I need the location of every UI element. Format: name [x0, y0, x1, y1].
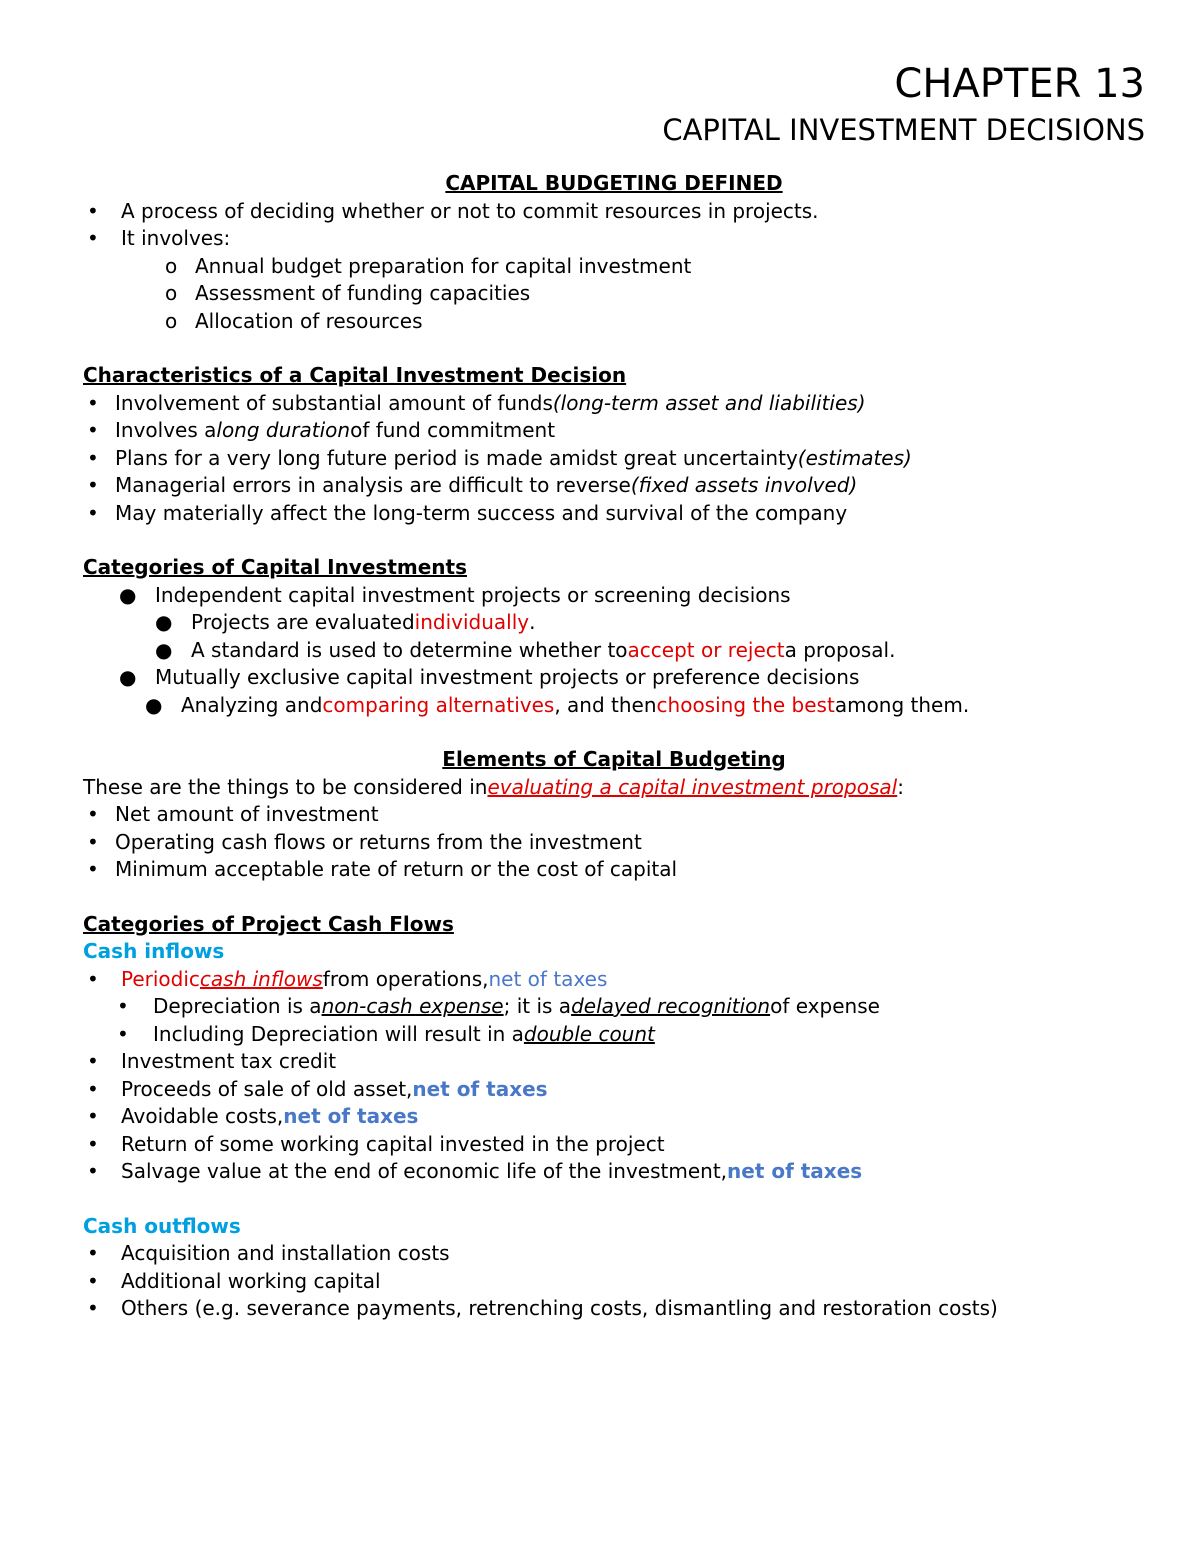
list-item: • A process of deciding whether or not to commit resources in projects. — [83, 198, 1145, 226]
circle-bullet-icon: o — [165, 308, 178, 333]
sub-list-item: ● Projects are evaluated individually . — [83, 609, 1145, 637]
list-item: • Others (e.g. severance payments, retrenching costs, dismantling and restoration costs) — [83, 1295, 1145, 1323]
bullet-icon: • — [87, 473, 99, 497]
section-heading-defined: CAPITAL BUDGETING DEFINED — [445, 171, 783, 195]
sub-list-item: o Annual budget preparation for capital investment — [83, 253, 1145, 281]
list-item: • Salvage value at the end of economic life of the investment, net of taxes — [83, 1158, 1145, 1186]
circle-bullet-icon: o — [165, 253, 178, 278]
bullet-icon: • — [87, 1268, 99, 1293]
bullet-icon: ● — [155, 637, 173, 662]
chapter-subtitle: CAPITAL INVESTMENT DECISIONS — [662, 113, 1145, 147]
list-item: • Operating cash flows or returns from the investment — [83, 829, 1145, 857]
list-item: • Involves a long duration of fund commitment — [83, 417, 1145, 445]
bullet-icon: • — [87, 1131, 99, 1156]
list-item: • Periodic cash inflows from operations, net of taxes — [83, 966, 1145, 994]
bullet-icon: • — [87, 198, 99, 223]
section-heading-categories: Categories of Capital Investments — [83, 555, 467, 579]
list-item: • Additional working capital — [83, 1268, 1145, 1296]
list-item: • Acquisition and installation costs — [83, 1240, 1145, 1268]
bullet-icon: • — [87, 1076, 99, 1101]
list-item: • Investment tax credit — [83, 1048, 1145, 1076]
bullet-icon: • — [87, 390, 99, 415]
list-item: • Return of some working capital invested in the project — [83, 1131, 1145, 1159]
list-item: ● Independent capital investment projects or screening decisions — [83, 582, 1145, 610]
sub-list-item: ● A standard is used to determine whether to accept or reject a proposal. — [83, 637, 1145, 665]
bullet-icon: • — [87, 500, 99, 525]
sub-list-item: o Assessment of funding capacities — [83, 280, 1145, 308]
chapter-title: CHAPTER 13 — [894, 61, 1145, 107]
section-heading-cashflows: Categories of Project Cash Flows — [83, 911, 454, 936]
bullet-icon: • — [87, 857, 99, 881]
bullet-icon: • — [87, 1104, 99, 1128]
bullet-icon: • — [117, 1021, 129, 1046]
cash-outflows-label: Cash outflows — [83, 1213, 241, 1238]
bullet-icon: • — [117, 994, 129, 1018]
list-item: ● Mutually exclusive capital investment projects or preference decisions — [83, 664, 1145, 692]
bullet-icon: ● — [155, 610, 173, 634]
bullet-icon: ● — [119, 665, 137, 689]
sub-list-item: • Depreciation is a non-cash expense ; it is a delayed recognition of expense — [83, 993, 1145, 1021]
bullet-icon: • — [87, 1241, 99, 1265]
section-heading-elements: Elements of Capital Budgeting — [442, 747, 786, 771]
document-page — [83, 58, 1145, 1323]
bullet-icon: • — [87, 418, 99, 442]
bullet-icon: • — [87, 226, 99, 250]
section-heading-characteristics: Characteristics of a Capital Investment Decision — [83, 363, 627, 387]
circle-bullet-icon: o — [165, 281, 178, 305]
bullet-icon: • — [87, 829, 99, 854]
list-item: • Plans for a very long future period is made amidst great uncertainty (estimates) — [83, 445, 1145, 473]
bullet-icon: ● — [145, 692, 163, 717]
bullet-icon: • — [87, 802, 99, 826]
list-item: • Proceeds of sale of old asset, net of taxes — [83, 1076, 1145, 1104]
list-item: • Net amount of investment — [83, 801, 1145, 829]
list-item: • May materially affect the long-term success and survival of the company — [83, 500, 1145, 528]
paragraph: These are the things to be considered in evaluating a capital investment proposal : — [83, 774, 904, 799]
bullet-icon: • — [87, 966, 99, 991]
list-item: • Involvement of substantial amount of funds (long-term asset and liabilities) — [83, 390, 1145, 418]
bullet-icon: • — [87, 1296, 99, 1320]
sub-list-item: o Allocation of resources — [83, 308, 1145, 336]
bullet-icon: • — [87, 445, 99, 470]
list-item: • Managerial errors in analysis are difficult to reverse (fixed assets involved) — [83, 472, 1145, 500]
cash-inflows-label: Cash inflows — [83, 939, 225, 963]
list-item: • Avoidable costs, net of taxes — [83, 1103, 1145, 1131]
bullet-icon: ● — [119, 582, 137, 607]
list-item: • Minimum acceptable rate of return or the cost of capital — [83, 856, 1145, 884]
bullet-icon: • — [87, 1159, 99, 1183]
sub-list-item: • Including Depreciation will result in a double count — [83, 1021, 1145, 1049]
list-item: • It involves: — [83, 225, 1145, 253]
sub-list-item: ● Analyzing and comparing alternatives , and then choosing the best among them. — [83, 692, 1145, 720]
bullet-icon: • — [87, 1049, 99, 1073]
